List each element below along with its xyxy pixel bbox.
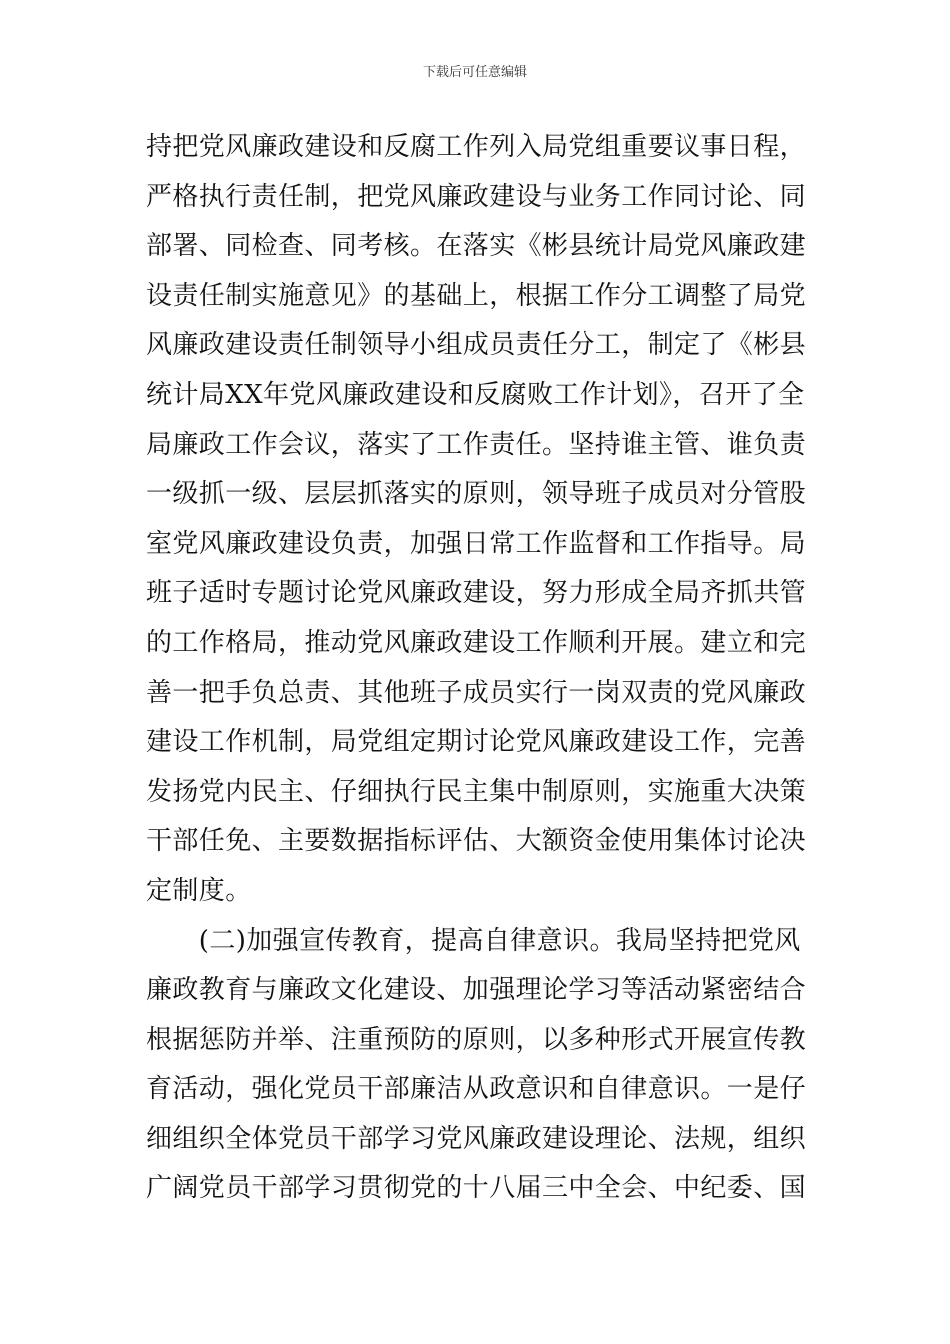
text-line: 定制度。	[146, 875, 252, 906]
text-line: 建设工作机制，局党组定期讨论党风廉政建设工作，完善	[146, 727, 807, 758]
text-line: 善一把手负总责、其他班子成员实行一岗双责的党风廉政	[146, 677, 807, 708]
text-line: 部署、同检查、同考核。在落实《彬县统计局党风廉政建	[146, 231, 807, 262]
text-line: 室党风廉政建设负责，加强日常工作监督和工作指导。局	[146, 528, 807, 559]
text-line: 发扬党内民主、仔细执行民主集中制原则，实施重大决策	[146, 776, 807, 807]
text-line-paragraph-start: (二)加强宣传教育，提高自律意识。我局坚持把党风	[146, 925, 801, 956]
text-line: 育活动，强化党员干部廉洁从政意识和自律意识。一是仔	[146, 1074, 807, 1105]
text-line: 广阔党员干部学习贯彻党的十八届三中全会、中纪委、国	[146, 1173, 807, 1204]
text-line: 根据惩防并举、注重预防的原则，以多种形式开展宣传教	[146, 1024, 807, 1055]
text-line: 一级抓一级、层层抓落实的原则，领导班子成员对分管股	[146, 479, 807, 510]
page-header-note: 下载后可任意编辑	[422, 65, 527, 80]
text-line: 班子适时专题讨论党风廉政建设，努力形成全局齐抓共管	[146, 578, 807, 609]
document-body	[146, 123, 816, 1214]
text-line: 廉政教育与廉政文化建设、加强理论学习等活动紧密结合	[146, 975, 807, 1006]
text-line: 设责任制实施意见》的基础上，根据工作分工调整了局党	[146, 280, 807, 311]
text-line: 局廉政工作会议，落实了工作责任。坚持谁主管、谁负责	[146, 429, 807, 460]
text-line: 干部任免、主要数据指标评估、大额资金使用集体讨论决	[146, 826, 807, 857]
text-line: 的工作格局，推动党风廉政建设工作顺利开展。建立和完	[146, 627, 807, 658]
text-line: 细组织全体党员干部学习党风廉政建设理论、法规，组织	[146, 1123, 807, 1154]
text-line: 风廉政建设责任制领导小组成员责任分工，制定了《彬县	[146, 330, 807, 361]
text-line: 持把党风廉政建设和反腐工作列入局党组重要议事日程，	[146, 132, 807, 162]
text-line: 严格执行责任制，把党风廉政建设与业务工作同讨论、同	[146, 181, 807, 212]
text-line: 统计局XX年党风廉政建设和反腐败工作计划》，召开了全	[146, 379, 805, 410]
